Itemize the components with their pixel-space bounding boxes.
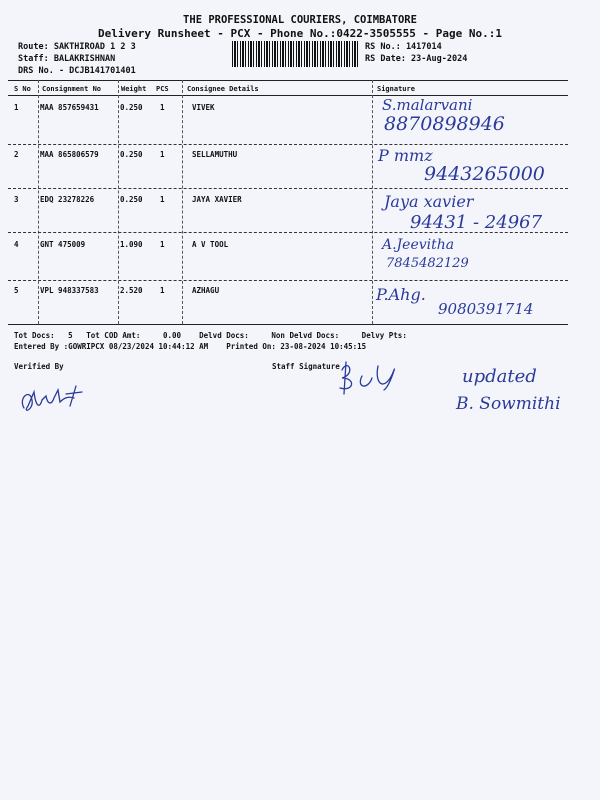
row-weight: 0.250 xyxy=(120,195,143,204)
totals-line: Tot Docs: 5 Tot COD Amt: 0.00 Delvd Docs: Non Delvd Docs: Delvy Pts: xyxy=(14,331,407,340)
route-label: Route: SAKTHIROAD 1 2 3 xyxy=(18,42,136,52)
runsheet-subtitle: Delivery Runsheet - PCX - Phone No.:0422-3505555 - Page No.:1 xyxy=(98,27,502,40)
table-header-border xyxy=(8,95,568,96)
row-weight: 0.250 xyxy=(120,150,143,159)
col-divider xyxy=(118,80,119,324)
handwritten-phone: 9443265000 xyxy=(424,163,545,185)
verified-by-label: Verified By xyxy=(14,362,64,371)
handwritten-phone: 94431 - 24967 xyxy=(410,212,543,233)
table-top-border xyxy=(8,80,568,81)
handwritten-phone: 8870898946 xyxy=(384,113,505,135)
row-consignee: SELLAMUTHU xyxy=(192,150,238,159)
row-consignee: JAYA XAVIER xyxy=(192,195,242,204)
staff-signature-label: Staff Signature xyxy=(272,362,340,371)
handwritten-signature: A.Jeevitha xyxy=(382,237,455,253)
row-pcs: 1 xyxy=(160,286,165,295)
table-bottom-border xyxy=(8,324,568,325)
rs-date: RS Date: 23-Aug-2024 xyxy=(365,54,468,64)
row-pcs: 1 xyxy=(160,240,165,249)
handwritten-signature: P.Ahg. xyxy=(376,285,426,304)
rs-number: RS No.: 1417014 xyxy=(365,42,442,52)
staff-label: Staff: BALAKRISHNAN xyxy=(18,54,116,64)
row-pcs: 1 xyxy=(160,150,165,159)
col-header-consignment: Consignment No xyxy=(42,85,102,93)
handwritten-phone: 7845482129 xyxy=(386,256,469,271)
entered-printed-line: Entered By :GOWRIPCX 08/23/2024 10:44:12 AM Printed On: 23-08-2024 10:45:15 xyxy=(14,342,367,351)
row-pcs: 1 xyxy=(160,103,165,112)
row-sno: 4 xyxy=(14,240,19,249)
row-divider xyxy=(8,280,568,281)
row-weight: 1.090 xyxy=(120,240,143,249)
handwritten-phone: 9080391714 xyxy=(438,300,534,318)
row-sno: 3 xyxy=(14,195,19,204)
col-header-consignee: Consignee Details xyxy=(187,85,259,93)
col-divider xyxy=(38,80,39,324)
row-sno: 5 xyxy=(14,286,19,295)
handwritten-signature: Jaya xavier xyxy=(384,192,474,211)
row-divider xyxy=(8,232,568,233)
row-weight: 0.250 xyxy=(120,103,143,112)
verifier-signature-scribble xyxy=(18,378,98,418)
row-consignment: EDQ 23278226 xyxy=(40,195,95,204)
handwritten-note-updated: updated xyxy=(462,366,537,387)
row-consignment: GNT 475009 xyxy=(40,240,86,249)
col-header-signature: Signature xyxy=(377,85,415,93)
handwritten-note-name: B. Sowmithi xyxy=(456,394,561,414)
row-weight: 2.520 xyxy=(120,286,143,295)
handwritten-signature: P mmz xyxy=(378,146,433,165)
staff-signature-scribble xyxy=(334,356,404,396)
row-consignment: MAA 857659431 xyxy=(40,103,99,112)
row-consignee: AZHAGU xyxy=(192,286,220,295)
row-consignment: VPL 948337583 xyxy=(40,286,99,295)
row-consignee: VIVEK xyxy=(192,103,215,112)
row-sno: 1 xyxy=(14,103,19,112)
col-divider xyxy=(182,80,183,324)
handwritten-signature: S.malarvani xyxy=(382,96,473,114)
company-title: THE PROFESSIONAL COURIERS, COIMBATORE xyxy=(183,14,417,26)
row-pcs: 1 xyxy=(160,195,165,204)
col-divider xyxy=(372,80,373,324)
barcode-graphic xyxy=(232,41,358,67)
row-consignment: MAA 865806579 xyxy=(40,150,99,159)
row-sno: 2 xyxy=(14,150,19,159)
col-header-sno: S No xyxy=(14,85,31,93)
row-consignee: A V TOOL xyxy=(192,240,229,249)
row-divider xyxy=(8,144,568,145)
drs-number: DRS No. - DCJB141701401 xyxy=(18,66,136,76)
col-header-pcs: PCS xyxy=(156,85,169,93)
col-header-weight: Weight xyxy=(121,85,147,93)
row-divider xyxy=(8,188,568,189)
